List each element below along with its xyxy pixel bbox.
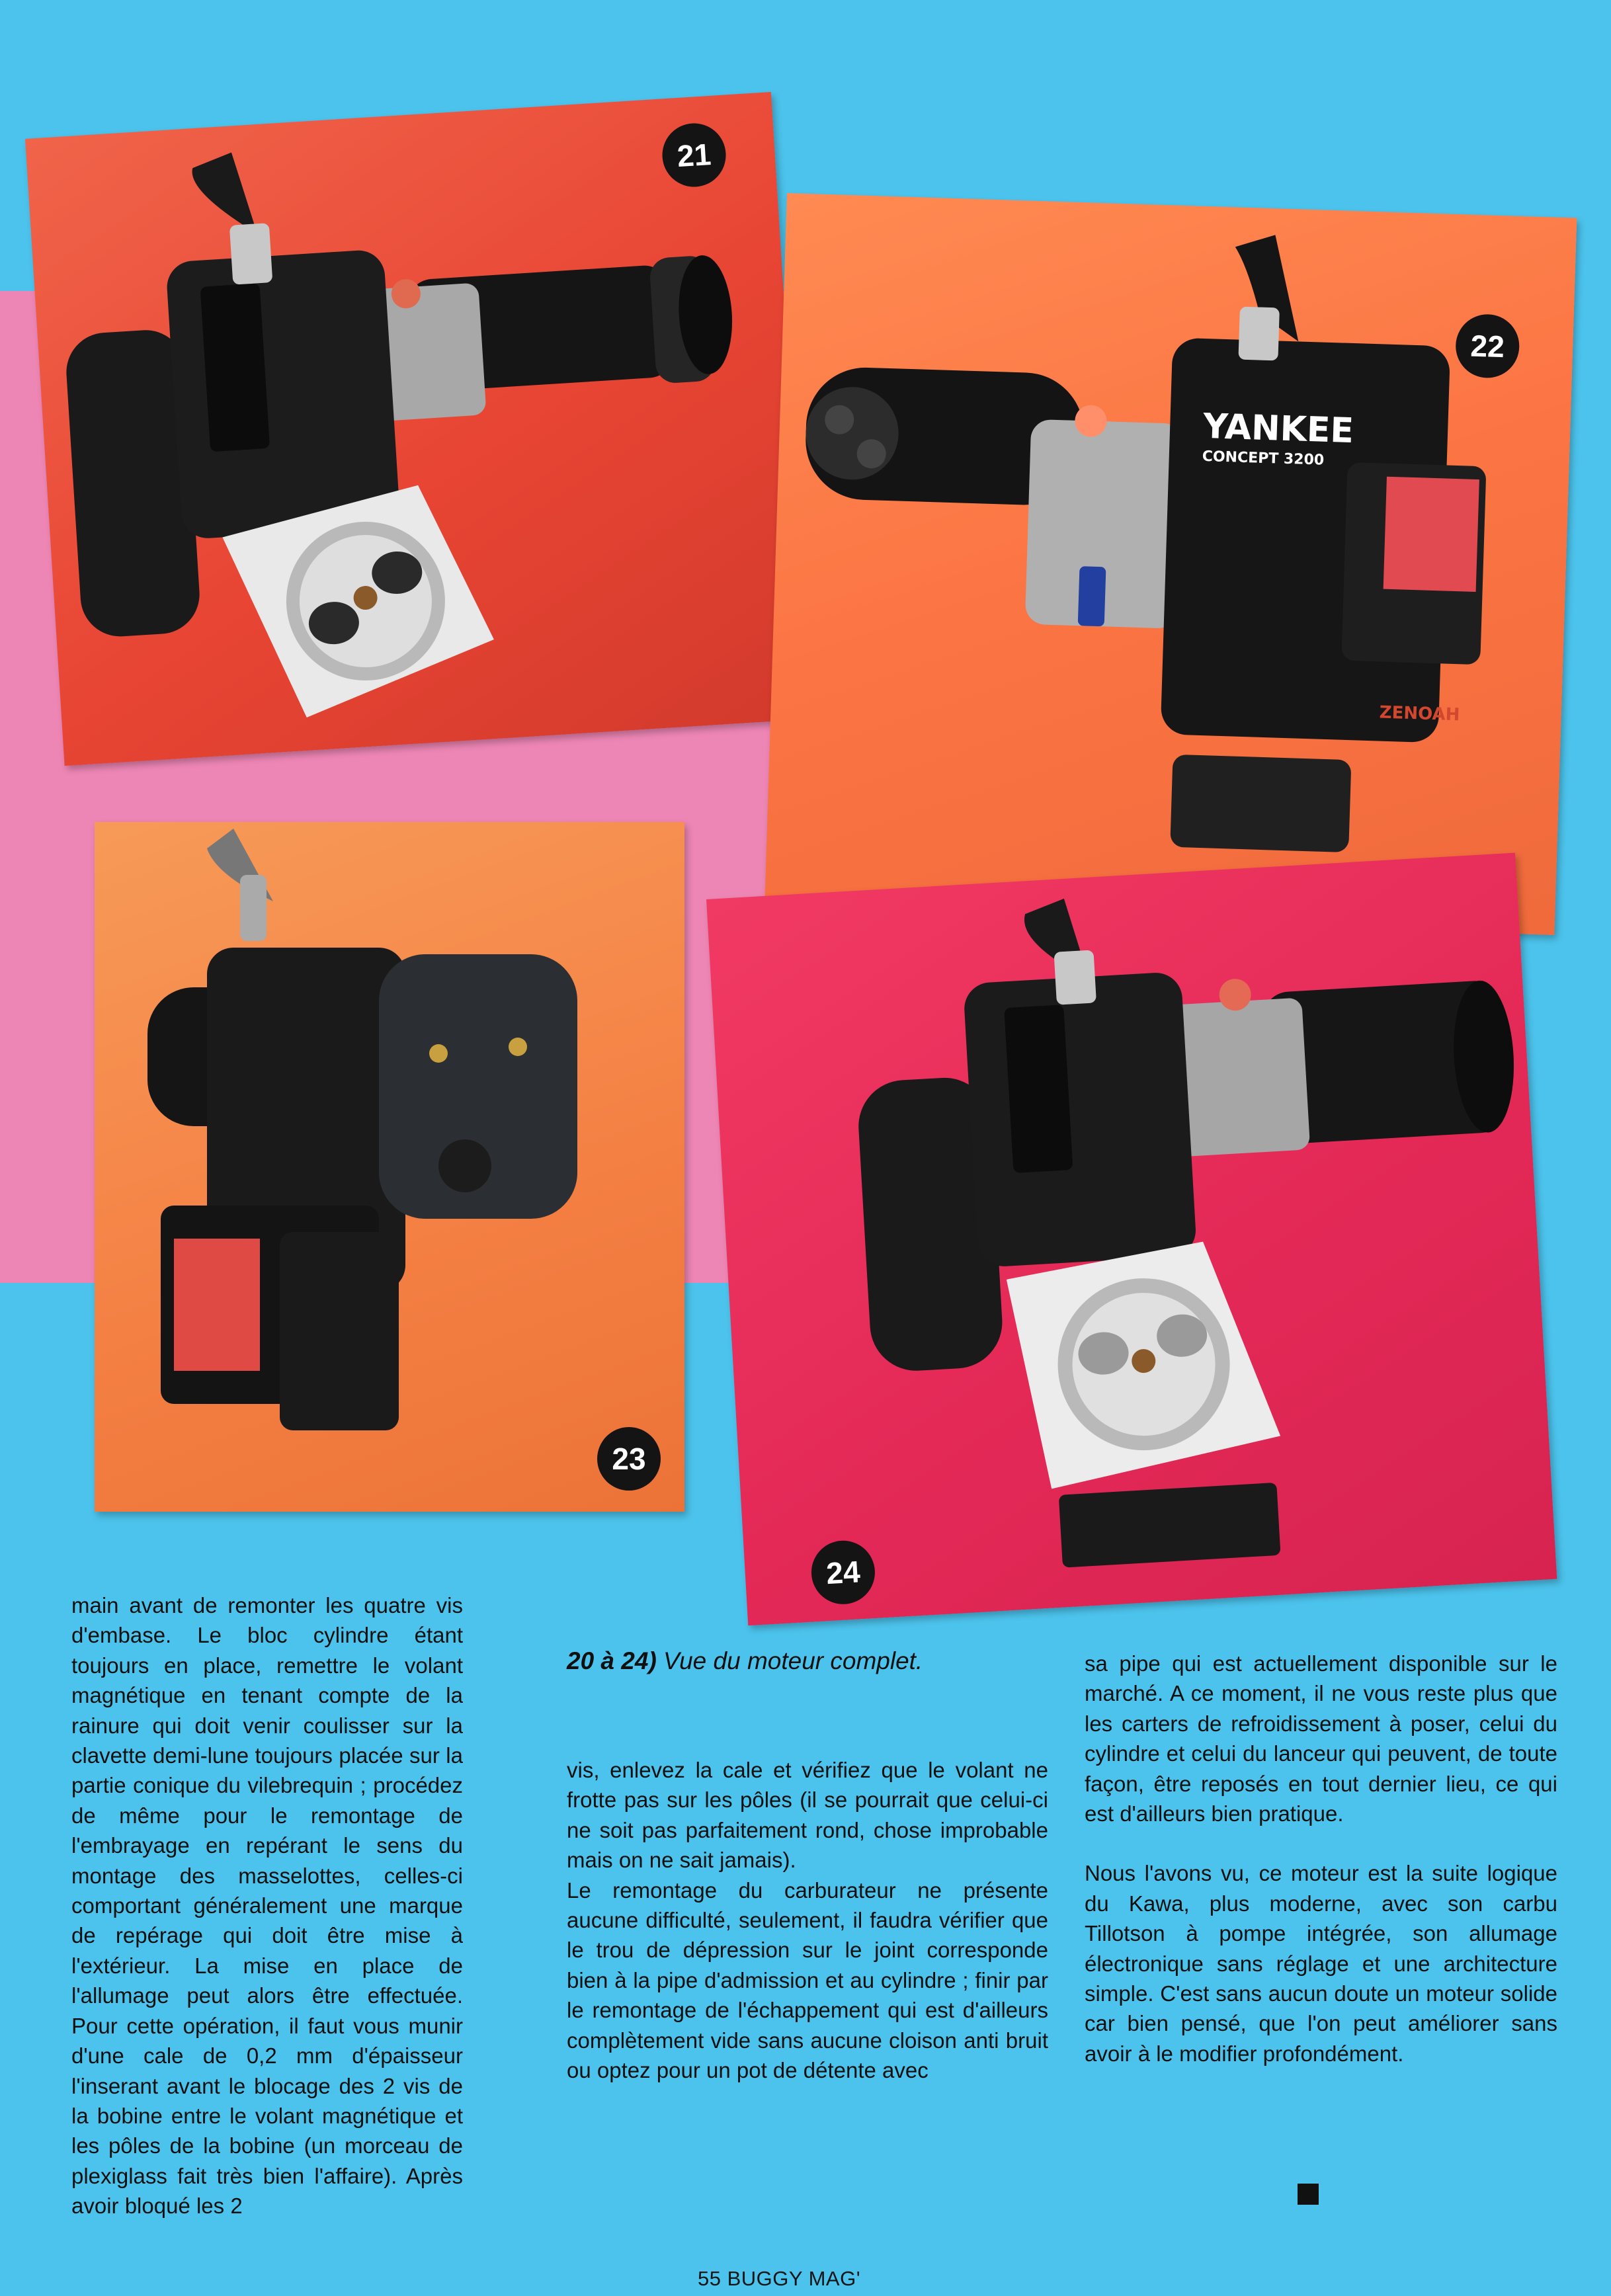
- engine-illustration: [95, 822, 684, 1512]
- article-column-1: [71, 1590, 463, 2221]
- engine-illustration: [706, 852, 1557, 1625]
- caption-text: Vue du moteur complet.: [656, 1647, 923, 1674]
- photo-caption: [567, 1647, 1048, 1676]
- page-footer: 55 BUGGY MAG': [698, 2267, 861, 2290]
- photo-number-badge: 21: [661, 122, 728, 189]
- engine-maker-label: ZENOAH: [1379, 702, 1460, 725]
- end-of-article-mark: [1298, 2184, 1319, 2205]
- photo-number-badge: 22: [1455, 313, 1520, 379]
- photo-number-badge: 23: [597, 1427, 661, 1491]
- engine-illustration: [764, 193, 1577, 935]
- article-paragraph: main avant de remonter les quatre vis d'embase. Le bloc cylindre étant toujours en place, remettre le volant magnétique en tenant compte de la rainure qui doit venir coulisser sur la clavette demi-lune toujours placée sur la partie conique du vilebrequin ; procédez de même pour le remontage de l'embrayage en repérant le sens du montage des masselottes, celles-ci comportant généralement une marque de repérage qui doit être mise à l'extérieur. La mise en place de l'allumage peut alors être effectuée. Pour cette opération, il faut vous munir d'une cale de 0,2 mm d'épaisseur l'inserant avant le blocage des 2 vis de la bobine entre le volant magnétique et les pôles de la bobine (un morceau de plexiglass fait très bien l'affaire). Après avoir bloqué les 2: [71, 1593, 463, 2219]
- article-paragraph: sa pipe qui est actuellement disponible sur le marché. A ce moment, il ne vous reste plus que les carters de refroidissement à poser, celui du cylindre et celui du lanceur qui peuvent, de toute façon, être reposés en tout dernier lieu, ce qui est d'ailleurs bien pratique.: [1085, 1651, 1557, 1826]
- caption-number: 20 à 24): [567, 1647, 657, 1674]
- article-paragraph: Nous l'avons vu, ce moteur est la suite logique du Kawa, plus moderne, avec son carbu Tillotson à pompe intégrée, son allumage électronique sans réglage et une architecture simple. C'est sans aucun doute un moteur solide car bien pensé, que l'on peut améliorer sans avoir à le modifier profondément.: [1085, 1861, 1557, 2066]
- article-column-3: [1085, 1649, 1557, 2069]
- engine-model-label: CONCEPT 3200: [1202, 448, 1325, 469]
- article-paragraph: vis, enlevez la cale et vérifiez que le volant ne frotte pas sur les pôles (il se pourrait que celui-ci ne soit pas parfaitement rond, chose improbable mais on ne sait jamais).: [567, 1758, 1048, 1873]
- engine-brand-label: YANKEE: [1202, 406, 1354, 452]
- photo-23: [95, 822, 684, 1512]
- photo-22: [764, 193, 1577, 935]
- photo-21: [25, 92, 810, 766]
- article-paragraph: Le remontage du carburateur ne présente aucune difficulté, seulement, il faudra vérifier que le trou de dépression sur le joint corresponde bien à la pipe d'admission et au cylindre ; finir par le remontage de l'échappement qui est d'ailleurs complètement vide sans aucune cloison anti bruit ou optez pour un pot de détente avec: [567, 1877, 1048, 2083]
- engine-illustration: [25, 92, 810, 766]
- article-column-2: [567, 1647, 1048, 2085]
- photo-number-badge: 24: [809, 1539, 876, 1606]
- photo-24: [706, 852, 1557, 1625]
